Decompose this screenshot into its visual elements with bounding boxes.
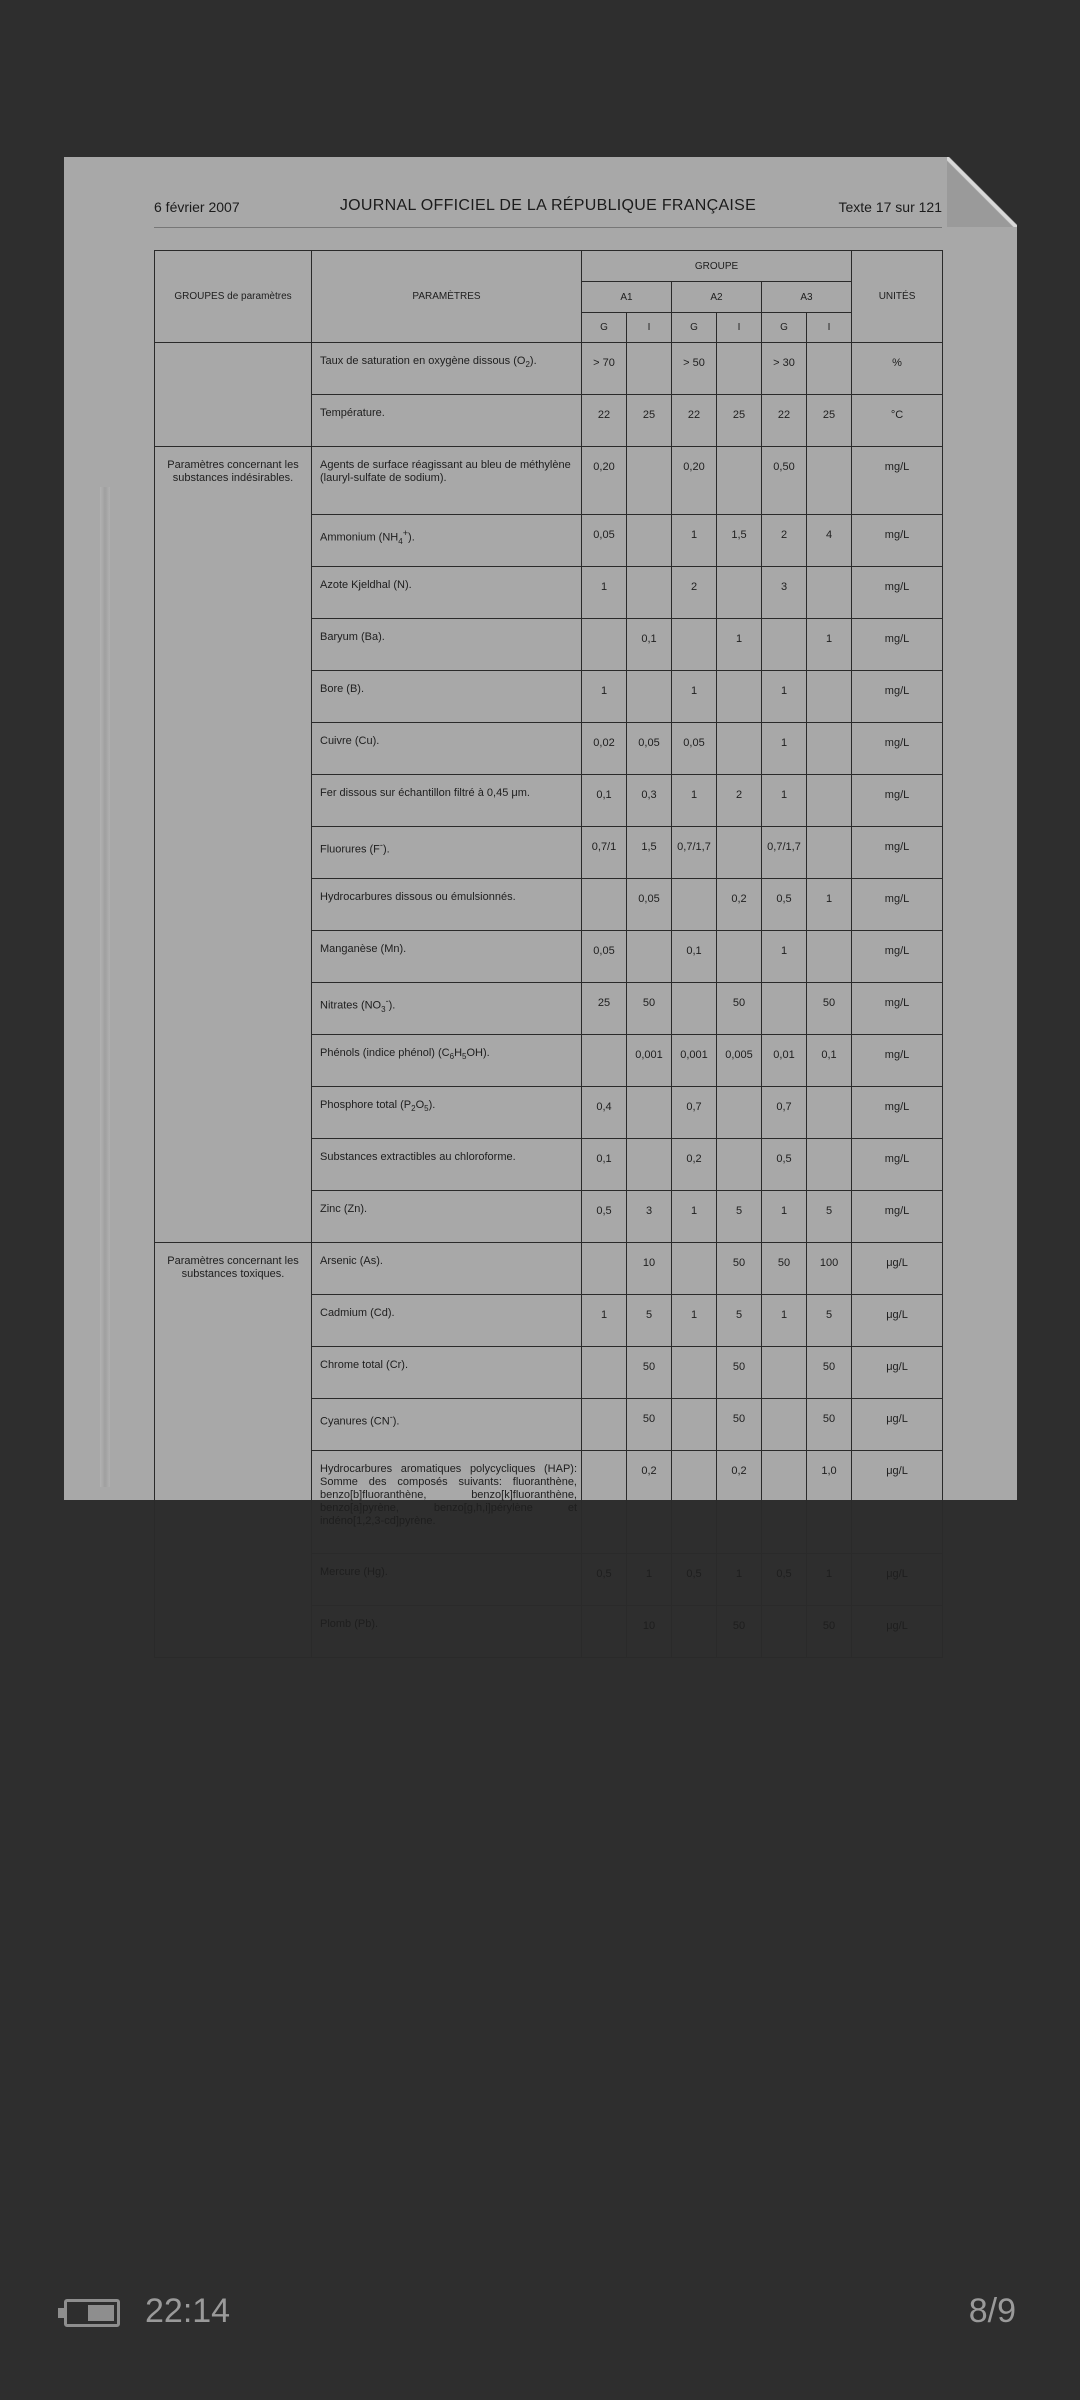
value-cell	[582, 879, 627, 931]
value-cell	[627, 671, 672, 723]
value-cell: 0,001	[672, 1035, 717, 1087]
value-cell	[582, 619, 627, 671]
value-cell: 1	[762, 671, 807, 723]
header-sublabel: G	[582, 313, 627, 343]
value-cell: 0,2	[717, 1451, 762, 1554]
value-cell	[672, 1347, 717, 1399]
value-cell	[627, 515, 672, 567]
value-cell	[717, 1087, 762, 1139]
value-cell	[807, 1139, 852, 1191]
value-cell: 50	[627, 983, 672, 1035]
value-cell: 1	[582, 671, 627, 723]
value-cell: 0,05	[582, 931, 627, 983]
value-cell	[672, 1399, 717, 1451]
unit-cell: μg/L	[852, 1451, 943, 1554]
value-cell: 0,7	[672, 1087, 717, 1139]
value-cell	[672, 1451, 717, 1554]
header-subgroup: A2	[672, 282, 762, 313]
parameter-name: Substances extractibles au chloroforme.	[312, 1139, 582, 1191]
value-cell: 0,1	[807, 1035, 852, 1087]
value-cell: 5	[807, 1295, 852, 1347]
parameter-name: Cadmium (Cd).	[312, 1295, 582, 1347]
parameter-name: Ammonium $(NH_4^+)$.	[312, 515, 582, 567]
parameters-table	[154, 250, 943, 1658]
value-cell: 50	[717, 1347, 762, 1399]
unit-cell: %	[852, 343, 943, 395]
value-cell	[627, 1139, 672, 1191]
unit-cell: mg/L	[852, 879, 943, 931]
table-body	[155, 343, 943, 1658]
value-cell: 0,7	[762, 1087, 807, 1139]
value-cell: 0,001	[627, 1035, 672, 1087]
value-cell: 22	[672, 395, 717, 447]
unit-cell: mg/L	[852, 1087, 943, 1139]
value-cell	[627, 567, 672, 619]
value-cell: 2	[717, 775, 762, 827]
unit-cell: mg/L	[852, 619, 943, 671]
value-cell	[762, 1399, 807, 1451]
value-cell: 0,5	[762, 879, 807, 931]
parameter-name: Bore (B).	[312, 671, 582, 723]
header-groupes: GROUPES de paramètres	[155, 251, 312, 343]
value-cell: 1	[672, 1295, 717, 1347]
unit-cell: °C	[852, 395, 943, 447]
value-cell: 50	[717, 1399, 762, 1451]
value-cell	[717, 1139, 762, 1191]
value-cell: 1	[807, 879, 852, 931]
value-cell	[807, 723, 852, 775]
parameter-name: Azote Kjeldhal (N).	[312, 567, 582, 619]
page-curl-corner	[947, 157, 1017, 227]
value-cell: 1	[762, 723, 807, 775]
value-cell	[582, 1399, 627, 1451]
document-title: JOURNAL OFFICIEL DE LA RÉPUBLIQUE FRANÇAISE	[339, 197, 757, 214]
value-cell	[762, 619, 807, 671]
value-cell: 2	[762, 515, 807, 567]
value-cell	[807, 343, 852, 395]
unit-cell: μg/L	[852, 1295, 943, 1347]
value-cell: 0,7/1,7	[672, 827, 717, 879]
unit-cell: mg/L	[852, 1139, 943, 1191]
value-cell: 0,005	[717, 1035, 762, 1087]
unit-cell: mg/L	[852, 447, 943, 515]
value-cell: 5	[717, 1191, 762, 1243]
value-cell	[627, 1087, 672, 1139]
value-cell	[717, 447, 762, 515]
value-cell: 50	[627, 1347, 672, 1399]
value-cell: 1	[762, 775, 807, 827]
value-cell: 1,5	[627, 827, 672, 879]
value-cell	[807, 447, 852, 515]
value-cell: 1	[807, 1554, 852, 1606]
value-cell: 0,1	[582, 1139, 627, 1191]
value-cell: 5	[717, 1295, 762, 1347]
value-cell: 0,7/1	[582, 827, 627, 879]
value-cell: 0,3	[627, 775, 672, 827]
value-cell: 50	[807, 1399, 852, 1451]
header-sublabel: I	[627, 313, 672, 343]
value-cell	[582, 1243, 627, 1295]
unit-cell: μg/L	[852, 1554, 943, 1606]
header-rule	[154, 227, 942, 228]
value-cell: 1	[717, 1554, 762, 1606]
value-cell: 22	[582, 395, 627, 447]
value-cell	[582, 1347, 627, 1399]
value-cell	[582, 1451, 627, 1554]
unit-cell: mg/L	[852, 723, 943, 775]
header-sublabel: G	[672, 313, 717, 343]
parameter-name: Zinc (Zn).	[312, 1191, 582, 1243]
value-cell: 50	[807, 983, 852, 1035]
value-cell: > 30	[762, 343, 807, 395]
header-sublabel: G	[762, 313, 807, 343]
value-cell: 0,5	[762, 1139, 807, 1191]
value-cell: 1	[807, 619, 852, 671]
value-cell	[717, 827, 762, 879]
value-cell: 0,20	[672, 447, 717, 515]
value-cell: 25	[582, 983, 627, 1035]
value-cell	[717, 671, 762, 723]
page-counter: 8/9	[968, 2292, 1016, 2330]
table-row	[155, 447, 943, 515]
value-cell: 0,01	[762, 1035, 807, 1087]
unit-cell: μg/L	[852, 1243, 943, 1295]
value-cell	[807, 567, 852, 619]
unit-cell: mg/L	[852, 515, 943, 567]
value-cell	[672, 1243, 717, 1295]
value-cell	[717, 343, 762, 395]
value-cell: 3	[762, 567, 807, 619]
parameter-name: Hydrocarbures dissous ou émulsionnés.	[312, 879, 582, 931]
header-groupe: GROUPE	[582, 251, 852, 282]
value-cell: 3	[627, 1191, 672, 1243]
unit-cell: mg/L	[852, 567, 943, 619]
unit-cell: mg/L	[852, 775, 943, 827]
value-cell: 0,05	[672, 723, 717, 775]
unit-cell: μg/L	[852, 1347, 943, 1399]
header-sublabel: I	[717, 313, 762, 343]
header-unites: UNITÉS	[852, 251, 943, 343]
battery-level	[88, 2305, 114, 2321]
unit-cell: mg/L	[852, 1191, 943, 1243]
group-cell: Paramètres concernant les substances indésirables.	[155, 447, 312, 1243]
document-header	[154, 197, 942, 221]
value-cell: 50	[807, 1347, 852, 1399]
value-cell: 0,05	[627, 879, 672, 931]
value-cell: 0,20	[582, 447, 627, 515]
parameter-name: Mercure (Hg).	[312, 1554, 582, 1606]
value-cell	[762, 983, 807, 1035]
value-cell	[672, 879, 717, 931]
value-cell	[672, 1606, 717, 1658]
value-cell: 1,0	[807, 1451, 852, 1554]
value-cell	[582, 1035, 627, 1087]
parameter-name: Phosphore total $(P_2O_5)$.	[312, 1087, 582, 1139]
unit-cell: mg/L	[852, 931, 943, 983]
table-row	[155, 343, 943, 395]
value-cell	[807, 671, 852, 723]
header-subgroup: A1	[582, 282, 672, 313]
value-cell: 1	[672, 1191, 717, 1243]
parameter-name: Nitrates $(NO_3^-)$.	[312, 983, 582, 1035]
value-cell: 1	[672, 515, 717, 567]
parameter-name: Agents de surface réagissant au bleu de méthylène (lauryl-sulfate de sodium).	[312, 447, 582, 515]
value-cell: 0,2	[717, 879, 762, 931]
value-cell: 0,1	[627, 619, 672, 671]
group-cell: Paramètres concernant les substances toxiques.	[155, 1243, 312, 1658]
battery-icon	[64, 2299, 120, 2327]
value-cell: 0,1	[672, 931, 717, 983]
value-cell	[762, 1606, 807, 1658]
value-cell: 0,1	[582, 775, 627, 827]
value-cell: 1	[762, 931, 807, 983]
value-cell: 50	[627, 1399, 672, 1451]
parameters-table-wrapper	[154, 250, 942, 1632]
parameter-name: Phénols (indice phénol) $(C_6H_5OH)$.	[312, 1035, 582, 1087]
value-cell: 2	[672, 567, 717, 619]
value-cell	[717, 723, 762, 775]
value-cell	[762, 1451, 807, 1554]
document-date: 6 février 2007	[154, 199, 240, 215]
value-cell: 0,5	[672, 1554, 717, 1606]
value-cell	[717, 567, 762, 619]
value-cell: 50	[717, 1606, 762, 1658]
value-cell: 25	[807, 395, 852, 447]
unit-cell: mg/L	[852, 671, 943, 723]
group-cell-empty	[155, 343, 312, 447]
value-cell: 0,2	[627, 1451, 672, 1554]
value-cell: 50	[717, 983, 762, 1035]
header-subgroup: A3	[762, 282, 852, 313]
value-cell: 0,2	[672, 1139, 717, 1191]
value-cell	[672, 983, 717, 1035]
value-cell: 1	[582, 1295, 627, 1347]
table-row	[155, 1243, 943, 1295]
value-cell	[627, 343, 672, 395]
value-cell: 1	[627, 1554, 672, 1606]
parameter-name: Plomb (Pb).	[312, 1606, 582, 1658]
value-cell: 10	[627, 1606, 672, 1658]
value-cell: 100	[807, 1243, 852, 1295]
value-cell: 0,5	[582, 1191, 627, 1243]
header-parametres: PARAMÈTRES	[312, 251, 582, 343]
unit-cell: μg/L	[852, 1399, 943, 1451]
value-cell: 50	[762, 1243, 807, 1295]
value-cell: 1,5	[717, 515, 762, 567]
value-cell	[582, 1606, 627, 1658]
value-cell	[807, 827, 852, 879]
value-cell: > 70	[582, 343, 627, 395]
value-cell: 0,7/1,7	[762, 827, 807, 879]
value-cell: 0,5	[582, 1554, 627, 1606]
unit-cell: mg/L	[852, 1035, 943, 1087]
value-cell	[762, 1347, 807, 1399]
value-cell: 25	[627, 395, 672, 447]
parameter-name: Fluorures (F-).	[312, 827, 582, 879]
value-cell	[627, 931, 672, 983]
parameter-name: Cyanures (CN-).	[312, 1399, 582, 1451]
scanned-page	[64, 157, 1017, 1632]
value-cell: 0,05	[582, 515, 627, 567]
value-cell: 1	[582, 567, 627, 619]
scan-artifact	[100, 487, 110, 1487]
value-cell: 0,05	[627, 723, 672, 775]
value-cell: 1	[672, 671, 717, 723]
value-cell: 0,02	[582, 723, 627, 775]
document-page-ref: Texte 17 sur 121	[838, 199, 942, 215]
value-cell: > 50	[672, 343, 717, 395]
value-cell: 5	[807, 1191, 852, 1243]
unit-cell: μg/L	[852, 1606, 943, 1658]
unit-cell: mg/L	[852, 983, 943, 1035]
parameter-name: Arsenic (As).	[312, 1243, 582, 1295]
value-cell	[807, 1087, 852, 1139]
parameter-name: Température.	[312, 395, 582, 447]
value-cell: 0,5	[762, 1554, 807, 1606]
parameter-name: Chrome total (Cr).	[312, 1347, 582, 1399]
value-cell: 4	[807, 515, 852, 567]
value-cell: 1	[762, 1191, 807, 1243]
value-cell: 22	[762, 395, 807, 447]
value-cell: 0,4	[582, 1087, 627, 1139]
parameter-name: Manganèse (Mn).	[312, 931, 582, 983]
value-cell: 1	[672, 775, 717, 827]
value-cell: 10	[627, 1243, 672, 1295]
value-cell: 50	[717, 1243, 762, 1295]
value-cell	[807, 931, 852, 983]
value-cell	[717, 931, 762, 983]
parameter-name: Hydrocarbures aromatiques polycycliques (HAP): Somme des composés suivants: fluoranthène, benzo[b]fluoranthène, benzo[k]fluoranthène, benzo[a]pyrène, benzo[g,h,i]pérylène et indéno[1,2,3-cd]pyrène.	[312, 1451, 582, 1554]
parameter-name: Baryum (Ba).	[312, 619, 582, 671]
value-cell: 1	[762, 1295, 807, 1347]
parameter-name: Fer dissous sur échantillon filtré à 0,45 μm.	[312, 775, 582, 827]
unit-cell: mg/L	[852, 827, 943, 879]
value-cell: 50	[807, 1606, 852, 1658]
value-cell: 1	[717, 619, 762, 671]
parameter-name: Cuivre (Cu).	[312, 723, 582, 775]
header-sublabel: I	[807, 313, 852, 343]
parameter-name: Taux de saturation en oxygène dissous $(O_2)$.	[312, 343, 582, 395]
value-cell	[627, 447, 672, 515]
clock: 22:14	[145, 2292, 231, 2330]
value-cell	[672, 619, 717, 671]
value-cell: 5	[627, 1295, 672, 1347]
value-cell: 0,50	[762, 447, 807, 515]
value-cell: 25	[717, 395, 762, 447]
value-cell	[807, 775, 852, 827]
